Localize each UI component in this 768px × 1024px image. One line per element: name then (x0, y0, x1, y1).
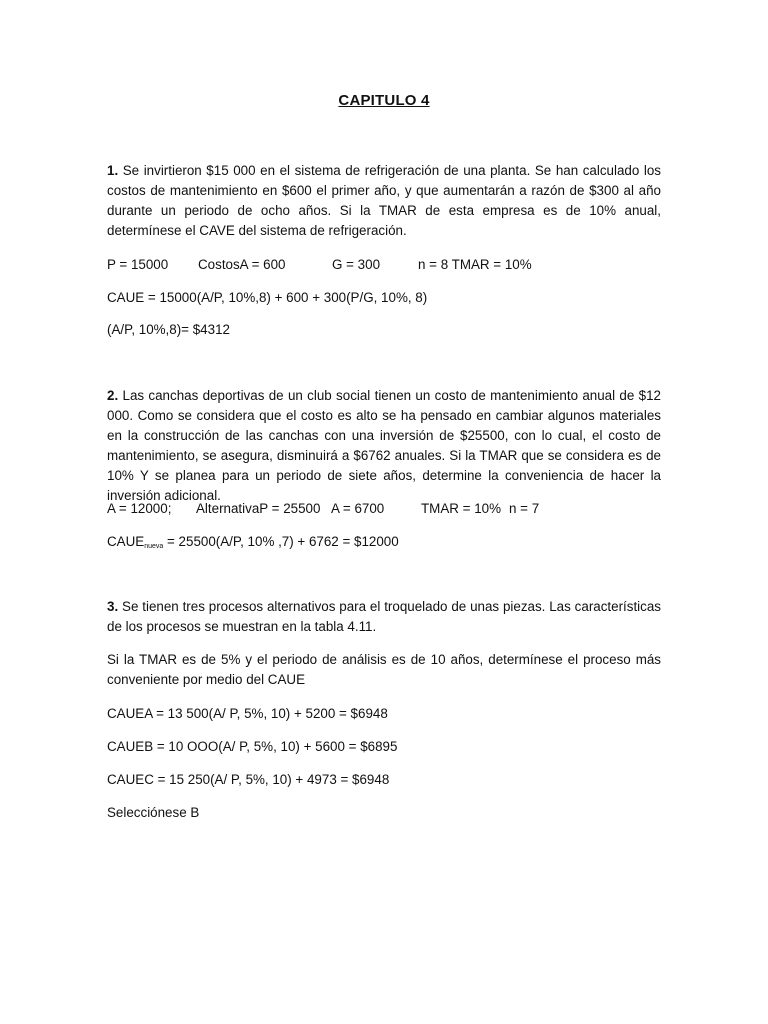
caue-a-formula: CAUEA = 13 500(A/ P, 5%, 10) + 5200 = $6948 (107, 706, 388, 721)
question-3-text (107, 597, 661, 637)
question-2-variables (107, 499, 667, 519)
caue-b-formula: CAUEB = 10 OOO(A/ P, 5%, 10) + 5600 = $6895 (107, 739, 398, 754)
question-1-caue-formula: CAUE = 15000(A/P, 10%,8) + 600 + 300(P/G, 10%, 8) (107, 290, 428, 305)
var-p: P = 15000 (107, 257, 169, 272)
question-1-number: 1. (107, 163, 119, 178)
question-1-body: Se invirtieron $15 000 en el sistema de refrigeración de una planta. Se han calculado los costos de mantenimiento en $600 el primer año, y que aumentarán a razón de $300 al año durante un periodo de ocho años. Si la TMAR de esta empresa es de 10% anual, determínese el CAVE del sistema de refrigeración. (107, 163, 661, 238)
question-2-text (107, 386, 661, 506)
caue-subscript: nueva (144, 543, 164, 550)
question-1-variables (107, 255, 667, 275)
question-1-ap-value: (A/P, 10%,8)= $4312 (107, 322, 230, 337)
var-a: A = 12000; (107, 501, 172, 516)
question-3-result: Selecciónese B (107, 805, 200, 820)
var-n: n = 7 (509, 501, 540, 516)
question-3-number: 3. (107, 599, 119, 614)
var-tmar: TMAR = 10% (421, 501, 501, 516)
question-2-number: 2. (107, 388, 119, 403)
caue-c-formula: CAUEC = 15 250(A/ P, 5%, 10) + 4973 = $6948 (107, 772, 390, 787)
question-3-body: Se tienen tres procesos alternativos para el troquelado de unas piezas. Las características de los procesos se muestran en la tabla 4.11. (107, 599, 661, 634)
var-alternativa: AlternativaP = 25500 (196, 501, 321, 516)
var-costos: CostosA = 600 (198, 257, 286, 272)
question-1-text (107, 161, 661, 241)
caue-prefix: CAUE (107, 534, 145, 549)
var-g: G = 300 (332, 257, 381, 272)
var-n-tmar: n = 8 TMAR = 10% (418, 257, 532, 272)
page-title: CAPITULO 4 (338, 92, 430, 109)
var-a-new: A = 6700 (331, 501, 385, 516)
caue-rest: = 25500(A/P, 10% ,7) + 6762 = $12000 (163, 534, 399, 549)
question-2-caue-formula (107, 532, 399, 557)
question-3-text-2: Si la TMAR es de 5% y el periodo de análisis es de 10 años, determínese el proceso más conveniente por medio del CAUE (107, 652, 661, 687)
question-2-body: Las canchas deportivas de un club social tienen un costo de mantenimiento anual de $12 000. Como se considera que el costo es alto se ha pensado en cambiar algunos materiales en la construcción de las canchas con una inversión de $25500, con lo cual, el costo de mantenimiento, se asegura, disminuirá a $6762 anuales. Si la TMAR que se considera es de 10% Y se planea para un periodo de siete años, determine la conveniencia de hacer la inversión adicional. (107, 388, 661, 503)
